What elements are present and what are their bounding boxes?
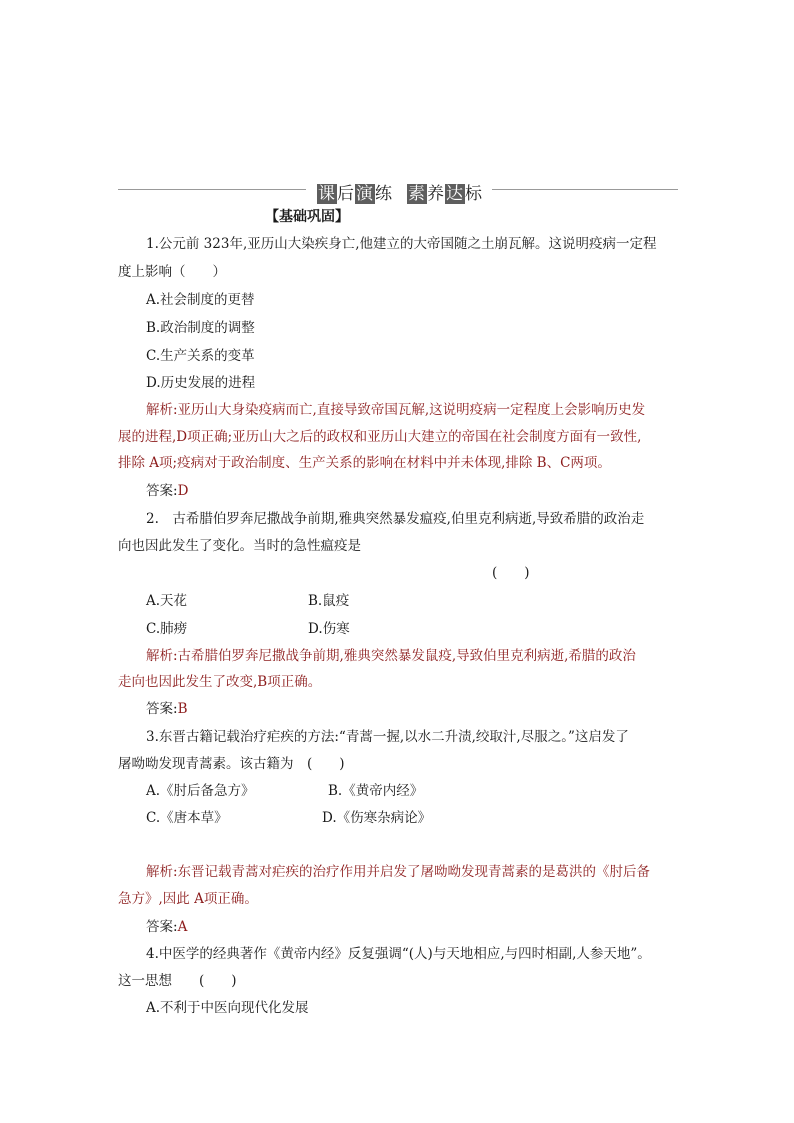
q1-stem-line1: 1.公元前 323年,亚历山大染疾身亡,他建立的大帝国随之土崩瓦解。这说明疫病一定程 (146, 236, 657, 252)
q4-stem-line1: 4.中医学的经典著作《黄帝内经》反复强调“(人)与天地相应,与四时相副,人参天地”。 (146, 946, 651, 962)
q3-stem-line2: 屠呦呦发现青蒿素。该古籍为 ( ) (118, 756, 345, 772)
q3-analysis-line1: 解析:东晋记载青蒿对疟疾的治疗作用并启发了屠呦呦发现青蒿素的是葛洪的《肘后备 (146, 864, 651, 880)
q2-analysis-line2: 走向也因此发生了改变,B项正确。 (118, 674, 322, 690)
q3-option-c: C.《唐本草》 (146, 810, 228, 826)
q1-option-d: D.历史发展的进程 (146, 375, 256, 391)
q2-analysis-line1: 解析:古希腊伯罗奔尼撒战争前期,雅典突然暴发鼠疫,导致伯里克利病逝,希腊的政治 (146, 648, 636, 664)
header-rule-left (118, 189, 306, 190)
q1-option-c: C.生产关系的变革 (146, 348, 255, 364)
q2-option-b: B.鼠疫 (308, 593, 350, 609)
q3-option-b: B.《黄帝内经》 (328, 783, 424, 799)
q1-answer-value: D (177, 483, 189, 499)
q1-answer: 答案:D (146, 483, 189, 499)
q1-option-b: B.政治制度的调整 (146, 320, 255, 336)
q1-stem-line2: 度上影响（ ） (118, 264, 226, 280)
q3-stem-line1: 3.东晋古籍记载治疗疟疾的方法:“青蒿一握,以水二升渍,绞取汁,尽服之。”这启发了 (146, 729, 629, 745)
q2-option-a: A.天花 (146, 593, 188, 609)
q3-analysis-line2: 急方》,因此 A项正确。 (118, 891, 258, 907)
q3-answer-value: A (177, 919, 188, 935)
q3-option-a: A.《肘后备急方》 (146, 783, 255, 799)
q1-option-a: A.社会制度的更替 (146, 292, 255, 308)
q1-analysis-line1: 解析:亚历山大身染疫病而亡,直接导致帝国瓦解,这说明疫病一定程度上会影响历史发 (146, 402, 646, 418)
q2-option-c: C.肺痨 (146, 621, 188, 637)
q1-analysis-line2: 展的进程,D项正确;亚历山大之后的政权和亚历山大建立的帝国在社会制度方面有一致性, (118, 429, 642, 445)
q2-answer-paren: ( ) (492, 565, 530, 581)
q3-option-d: D.《伤寒杂病论》 (322, 810, 432, 826)
q1-analysis-line3: 排除 A项;疫病对于政治制度、生产关系的影响在材料中并未体现,排除 B、C两项。 (118, 455, 611, 471)
section-header (118, 179, 678, 204)
q2-stem-line1: 2. 古希腊伯罗奔尼撒战争前期,雅典突然暴发瘟疫,伯里克利病逝,导致希腊的政治走 (146, 511, 645, 527)
q4-option-a: A.不利于中医向现代化发展 (146, 1000, 309, 1016)
header-rule-right (492, 189, 678, 190)
q2-answer: 答案:B (146, 701, 188, 717)
q4-stem-line2: 这一思想 ( ) (118, 973, 237, 989)
header-title: 课后演练 素养达标 (318, 184, 483, 204)
q2-answer-value: B (177, 701, 188, 717)
q2-option-d: D.伤寒 (308, 621, 350, 637)
q3-answer: 答案:A (146, 919, 188, 935)
section-title: 【基础巩固】 (265, 209, 349, 225)
q2-stem-line2: 向也因此发生了变化。当时的急性瘟疫是 (118, 538, 361, 554)
